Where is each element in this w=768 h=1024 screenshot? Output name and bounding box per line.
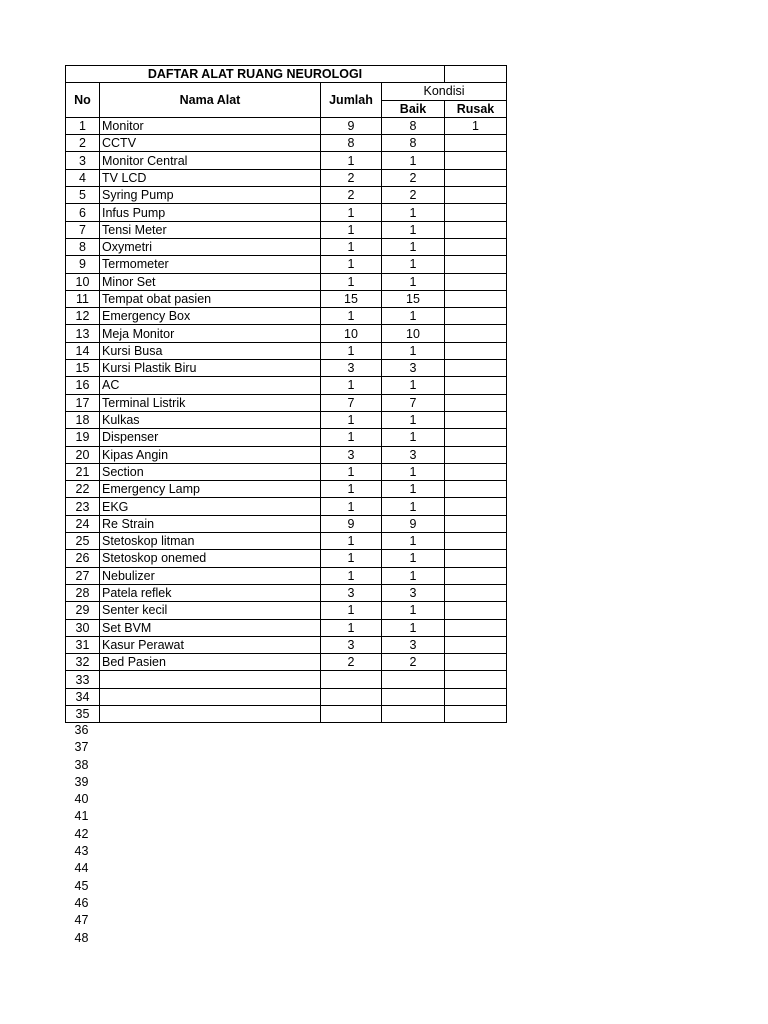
cell-baik[interactable]: 1 — [382, 550, 445, 567]
cell-jumlah[interactable]: 1 — [321, 481, 382, 498]
cell-no[interactable]: 16 — [66, 377, 100, 394]
row-number: 38 — [74, 757, 89, 772]
cell-no[interactable]: 31 — [66, 636, 100, 653]
cell-rusak[interactable] — [445, 619, 507, 636]
cell-rusak[interactable] — [445, 602, 507, 619]
cell-nama-alat[interactable]: CCTV — [100, 135, 321, 152]
table-row — [66, 325, 507, 342]
cell-jumlah[interactable]: 1 — [321, 602, 382, 619]
cell-nama-alat[interactable]: Stetoskop onemed — [100, 550, 321, 567]
table-row — [66, 169, 507, 186]
equipment-sheet — [65, 65, 507, 723]
cell-no[interactable]: 32 — [66, 654, 100, 671]
cell-rusak[interactable] — [445, 360, 507, 377]
cell-baik[interactable]: 1 — [382, 602, 445, 619]
cell-baik[interactable]: 1 — [382, 533, 445, 550]
cell-jumlah[interactable]: 1 — [321, 256, 382, 273]
table-row — [66, 290, 507, 307]
cell-nama-alat[interactable]: Set BVM — [100, 619, 321, 636]
cell-no[interactable]: 25 — [66, 533, 100, 550]
table-row — [66, 463, 507, 480]
cell-baik[interactable]: 3 — [382, 636, 445, 653]
cell-no[interactable]: 8 — [66, 238, 100, 255]
cell-jumlah[interactable]: 10 — [321, 325, 382, 342]
cell-jumlah[interactable]: 1 — [321, 221, 382, 238]
cell-no[interactable]: 20 — [66, 446, 100, 463]
row-number: 44 — [74, 861, 89, 876]
cell-baik[interactable]: 1 — [382, 567, 445, 584]
cell-baik[interactable]: 1 — [382, 429, 445, 446]
cell-rusak[interactable] — [445, 481, 507, 498]
table-row — [66, 654, 507, 671]
cell-nama-alat[interactable]: Termometer — [100, 256, 321, 273]
cell-rusak[interactable] — [445, 671, 507, 688]
cell-rusak[interactable] — [445, 273, 507, 290]
table-row — [66, 135, 507, 152]
cell-jumlah[interactable]: 1 — [321, 342, 382, 359]
cell-no[interactable]: 1 — [66, 117, 100, 134]
cell-rusak[interactable] — [445, 498, 507, 515]
table-row — [66, 498, 507, 515]
cell-jumlah[interactable]: 1 — [321, 377, 382, 394]
cell-rusak[interactable] — [445, 221, 507, 238]
table-row — [66, 446, 507, 463]
cell-rusak[interactable] — [445, 169, 507, 186]
cell-nama-alat[interactable]: Kasur Perawat — [100, 636, 321, 653]
cell-baik[interactable]: 1 — [382, 342, 445, 359]
cell-jumlah[interactable]: 15 — [321, 290, 382, 307]
cell-rusak[interactable] — [445, 411, 507, 428]
cell-nama-alat[interactable] — [100, 671, 321, 688]
header-row-1 — [66, 83, 507, 100]
cell-jumlah[interactable] — [321, 688, 382, 705]
header-baik: Baik — [382, 100, 445, 117]
cell-jumlah[interactable]: 7 — [321, 394, 382, 411]
cell-jumlah[interactable]: 1 — [321, 550, 382, 567]
cell-no[interactable]: 26 — [66, 550, 100, 567]
cell-no[interactable]: 5 — [66, 187, 100, 204]
cell-no[interactable]: 34 — [66, 688, 100, 705]
cell-nama-alat[interactable]: AC — [100, 377, 321, 394]
table-row — [66, 152, 507, 169]
cell-jumlah[interactable]: 1 — [321, 567, 382, 584]
table-row — [66, 619, 507, 636]
cell-nama-alat[interactable]: Patela reflek — [100, 584, 321, 601]
cell-nama-alat[interactable]: Nebulizer — [100, 567, 321, 584]
cell-baik[interactable]: 1 — [382, 377, 445, 394]
cell-jumlah[interactable]: 3 — [321, 584, 382, 601]
table-row — [66, 636, 507, 653]
cell-nama-alat[interactable]: Kipas Angin — [100, 446, 321, 463]
cell-nama-alat[interactable]: Re Strain — [100, 515, 321, 532]
table-row — [66, 342, 507, 359]
cell-rusak[interactable] — [445, 377, 507, 394]
table-row — [66, 238, 507, 255]
row-number: 40 — [74, 792, 89, 807]
cell-no[interactable]: 33 — [66, 671, 100, 688]
cell-rusak[interactable] — [445, 342, 507, 359]
cell-nama-alat[interactable]: Infus Pump — [100, 204, 321, 221]
row-number: 45 — [74, 878, 89, 893]
cell-baik[interactable]: 8 — [382, 135, 445, 152]
table-row — [66, 515, 507, 532]
cell-no[interactable]: 29 — [66, 602, 100, 619]
cell-no[interactable]: 22 — [66, 481, 100, 498]
cell-jumlah[interactable]: 1 — [321, 204, 382, 221]
cell-baik[interactable] — [382, 705, 445, 722]
cell-jumlah[interactable]: 9 — [321, 515, 382, 532]
cell-no[interactable]: 15 — [66, 360, 100, 377]
row-number: 39 — [74, 774, 89, 789]
cell-rusak[interactable] — [445, 654, 507, 671]
row-number: 46 — [74, 895, 89, 910]
cell-rusak[interactable] — [445, 705, 507, 722]
table-row — [66, 567, 507, 584]
cell-no[interactable]: 17 — [66, 394, 100, 411]
cell-no[interactable]: 12 — [66, 308, 100, 325]
cell-jumlah[interactable]: 1 — [321, 498, 382, 515]
cell-jumlah[interactable]: 3 — [321, 636, 382, 653]
cell-baik[interactable]: 15 — [382, 290, 445, 307]
cell-baik[interactable]: 1 — [382, 221, 445, 238]
cell-nama-alat[interactable]: Oxymetri — [100, 238, 321, 255]
cell-jumlah[interactable]: 1 — [321, 238, 382, 255]
row-number: 36 — [74, 723, 89, 737]
cell-baik[interactable]: 1 — [382, 463, 445, 480]
cell-no[interactable]: 30 — [66, 619, 100, 636]
cell-baik[interactable]: 1 — [382, 152, 445, 169]
table-row — [66, 204, 507, 221]
cell-baik[interactable]: 2 — [382, 654, 445, 671]
table-row — [66, 705, 507, 722]
table-row — [66, 533, 507, 550]
cell-nama-alat[interactable]: Dispenser — [100, 429, 321, 446]
cell-jumlah[interactable]: 2 — [321, 654, 382, 671]
cell-nama-alat[interactable]: Minor Set — [100, 273, 321, 290]
cell-no[interactable]: 11 — [66, 290, 100, 307]
sheet-title: DAFTAR ALAT RUANG NEUROLOGI — [66, 66, 445, 83]
cell-jumlah[interactable]: 2 — [321, 187, 382, 204]
cell-rusak[interactable] — [445, 135, 507, 152]
row-number: 47 — [74, 913, 89, 928]
row-number: 48 — [74, 930, 89, 945]
table-row — [66, 429, 507, 446]
table-row — [66, 308, 507, 325]
cell-jumlah[interactable]: 9 — [321, 117, 382, 134]
cell-baik[interactable]: 1 — [382, 256, 445, 273]
cell-nama-alat[interactable]: Monitor Central — [100, 152, 321, 169]
cell-nama-alat[interactable] — [100, 705, 321, 722]
cell-jumlah[interactable]: 1 — [321, 533, 382, 550]
table-row — [66, 688, 507, 705]
cell-no[interactable]: 28 — [66, 584, 100, 601]
cell-baik[interactable]: 7 — [382, 394, 445, 411]
cell-baik[interactable]: 2 — [382, 169, 445, 186]
cell-rusak[interactable] — [445, 533, 507, 550]
cell-baik[interactable]: 1 — [382, 273, 445, 290]
header-kondisi: Kondisi — [382, 83, 507, 100]
cell-no[interactable]: 10 — [66, 273, 100, 290]
cell-nama-alat[interactable]: Kulkas — [100, 411, 321, 428]
cell-no[interactable]: 14 — [66, 342, 100, 359]
cell-rusak[interactable]: 1 — [445, 117, 507, 134]
cell-rusak[interactable] — [445, 429, 507, 446]
row-number: 37 — [74, 740, 89, 755]
cell-baik[interactable]: 1 — [382, 498, 445, 515]
cell-rusak[interactable] — [445, 187, 507, 204]
cell-nama-alat[interactable]: TV LCD — [100, 169, 321, 186]
cell-no[interactable]: 7 — [66, 221, 100, 238]
cell-rusak[interactable] — [445, 238, 507, 255]
table-row — [66, 602, 507, 619]
cell-no[interactable]: 13 — [66, 325, 100, 342]
row-number-column-extra — [65, 722, 98, 947]
cell-baik[interactable] — [382, 671, 445, 688]
cell-baik[interactable]: 1 — [382, 619, 445, 636]
cell-nama-alat[interactable]: Monitor — [100, 117, 321, 134]
cell-nama-alat[interactable]: Emergency Lamp — [100, 481, 321, 498]
header-rusak: Rusak — [445, 100, 507, 117]
cell-nama-alat[interactable]: Bed Pasien — [100, 654, 321, 671]
cell-jumlah[interactable]: 1 — [321, 429, 382, 446]
title-row — [66, 66, 507, 83]
cell-rusak[interactable] — [445, 463, 507, 480]
cell-jumlah[interactable]: 3 — [321, 360, 382, 377]
cell-baik[interactable]: 1 — [382, 308, 445, 325]
cell-no[interactable]: 35 — [66, 705, 100, 722]
cell-jumlah[interactable]: 1 — [321, 463, 382, 480]
cell-nama-alat[interactable]: Section — [100, 463, 321, 480]
cell-jumlah[interactable]: 1 — [321, 152, 382, 169]
cell-baik[interactable]: 1 — [382, 411, 445, 428]
cell-no[interactable]: 19 — [66, 429, 100, 446]
cell-rusak[interactable] — [445, 308, 507, 325]
cell-no[interactable]: 6 — [66, 204, 100, 221]
cell-jumlah[interactable]: 1 — [321, 273, 382, 290]
cell-jumlah[interactable]: 2 — [321, 169, 382, 186]
table-row — [66, 187, 507, 204]
cell-jumlah[interactable]: 1 — [321, 411, 382, 428]
table-row — [66, 117, 507, 134]
table-row — [66, 411, 507, 428]
header-no: No — [66, 83, 100, 118]
cell-nama-alat[interactable]: Stetoskop litman — [100, 533, 321, 550]
equipment-table — [65, 65, 507, 723]
cell-rusak[interactable] — [445, 515, 507, 532]
table-row — [66, 221, 507, 238]
cell-rusak[interactable] — [445, 394, 507, 411]
cell-nama-alat[interactable]: Senter kecil — [100, 602, 321, 619]
table-row — [66, 394, 507, 411]
cell-baik[interactable]: 3 — [382, 584, 445, 601]
table-row — [66, 377, 507, 394]
cell-jumlah[interactable]: 1 — [321, 308, 382, 325]
cell-jumlah[interactable] — [321, 671, 382, 688]
cell-baik[interactable]: 10 — [382, 325, 445, 342]
table-row — [66, 481, 507, 498]
cell-nama-alat[interactable]: EKG — [100, 498, 321, 515]
cell-rusak[interactable] — [445, 550, 507, 567]
cell-rusak[interactable] — [445, 584, 507, 601]
cell-baik[interactable]: 2 — [382, 187, 445, 204]
cell-nama-alat[interactable]: Syring Pump — [100, 187, 321, 204]
table-row — [66, 671, 507, 688]
row-number: 42 — [74, 826, 89, 841]
header-jumlah: Jumlah — [321, 83, 382, 118]
cell-jumlah[interactable] — [321, 705, 382, 722]
title-empty-cell — [445, 66, 507, 83]
cell-rusak[interactable] — [445, 325, 507, 342]
cell-baik[interactable]: 3 — [382, 446, 445, 463]
cell-nama-alat[interactable]: Kursi Busa — [100, 342, 321, 359]
cell-jumlah[interactable]: 8 — [321, 135, 382, 152]
cell-rusak[interactable] — [445, 152, 507, 169]
cell-nama-alat[interactable]: Kursi Plastik Biru — [100, 360, 321, 377]
table-row — [66, 550, 507, 567]
cell-baik[interactable]: 1 — [382, 238, 445, 255]
cell-baik[interactable] — [382, 688, 445, 705]
cell-jumlah[interactable]: 1 — [321, 619, 382, 636]
cell-no[interactable]: 24 — [66, 515, 100, 532]
cell-baik[interactable]: 1 — [382, 204, 445, 221]
cell-no[interactable]: 21 — [66, 463, 100, 480]
cell-baik[interactable]: 8 — [382, 117, 445, 134]
cell-baik[interactable]: 1 — [382, 481, 445, 498]
cell-rusak[interactable] — [445, 688, 507, 705]
cell-nama-alat[interactable]: Terminal Listrik — [100, 394, 321, 411]
cell-rusak[interactable] — [445, 256, 507, 273]
cell-no[interactable]: 2 — [66, 135, 100, 152]
row-number: 43 — [74, 844, 89, 859]
cell-nama-alat[interactable]: Tempat obat pasien — [100, 290, 321, 307]
cell-baik[interactable]: 9 — [382, 515, 445, 532]
table-row — [66, 360, 507, 377]
header-nama-alat: Nama Alat — [100, 83, 321, 118]
cell-no[interactable]: 23 — [66, 498, 100, 515]
table-row — [66, 256, 507, 273]
cell-nama-alat[interactable]: Meja Monitor — [100, 325, 321, 342]
cell-no[interactable]: 4 — [66, 169, 100, 186]
cell-nama-alat[interactable]: Emergency Box — [100, 308, 321, 325]
cell-no[interactable]: 27 — [66, 567, 100, 584]
cell-nama-alat[interactable]: Tensi Meter — [100, 221, 321, 238]
table-row — [66, 584, 507, 601]
cell-no[interactable]: 3 — [66, 152, 100, 169]
cell-rusak[interactable] — [445, 290, 507, 307]
cell-rusak[interactable] — [445, 636, 507, 653]
cell-rusak[interactable] — [445, 567, 507, 584]
cell-jumlah[interactable]: 3 — [321, 446, 382, 463]
table-row — [66, 273, 507, 290]
row-number: 41 — [74, 809, 89, 824]
cell-no[interactable]: 9 — [66, 256, 100, 273]
cell-no[interactable]: 18 — [66, 411, 100, 428]
cell-nama-alat[interactable] — [100, 688, 321, 705]
cell-baik[interactable]: 3 — [382, 360, 445, 377]
cell-rusak[interactable] — [445, 446, 507, 463]
cell-rusak[interactable] — [445, 204, 507, 221]
